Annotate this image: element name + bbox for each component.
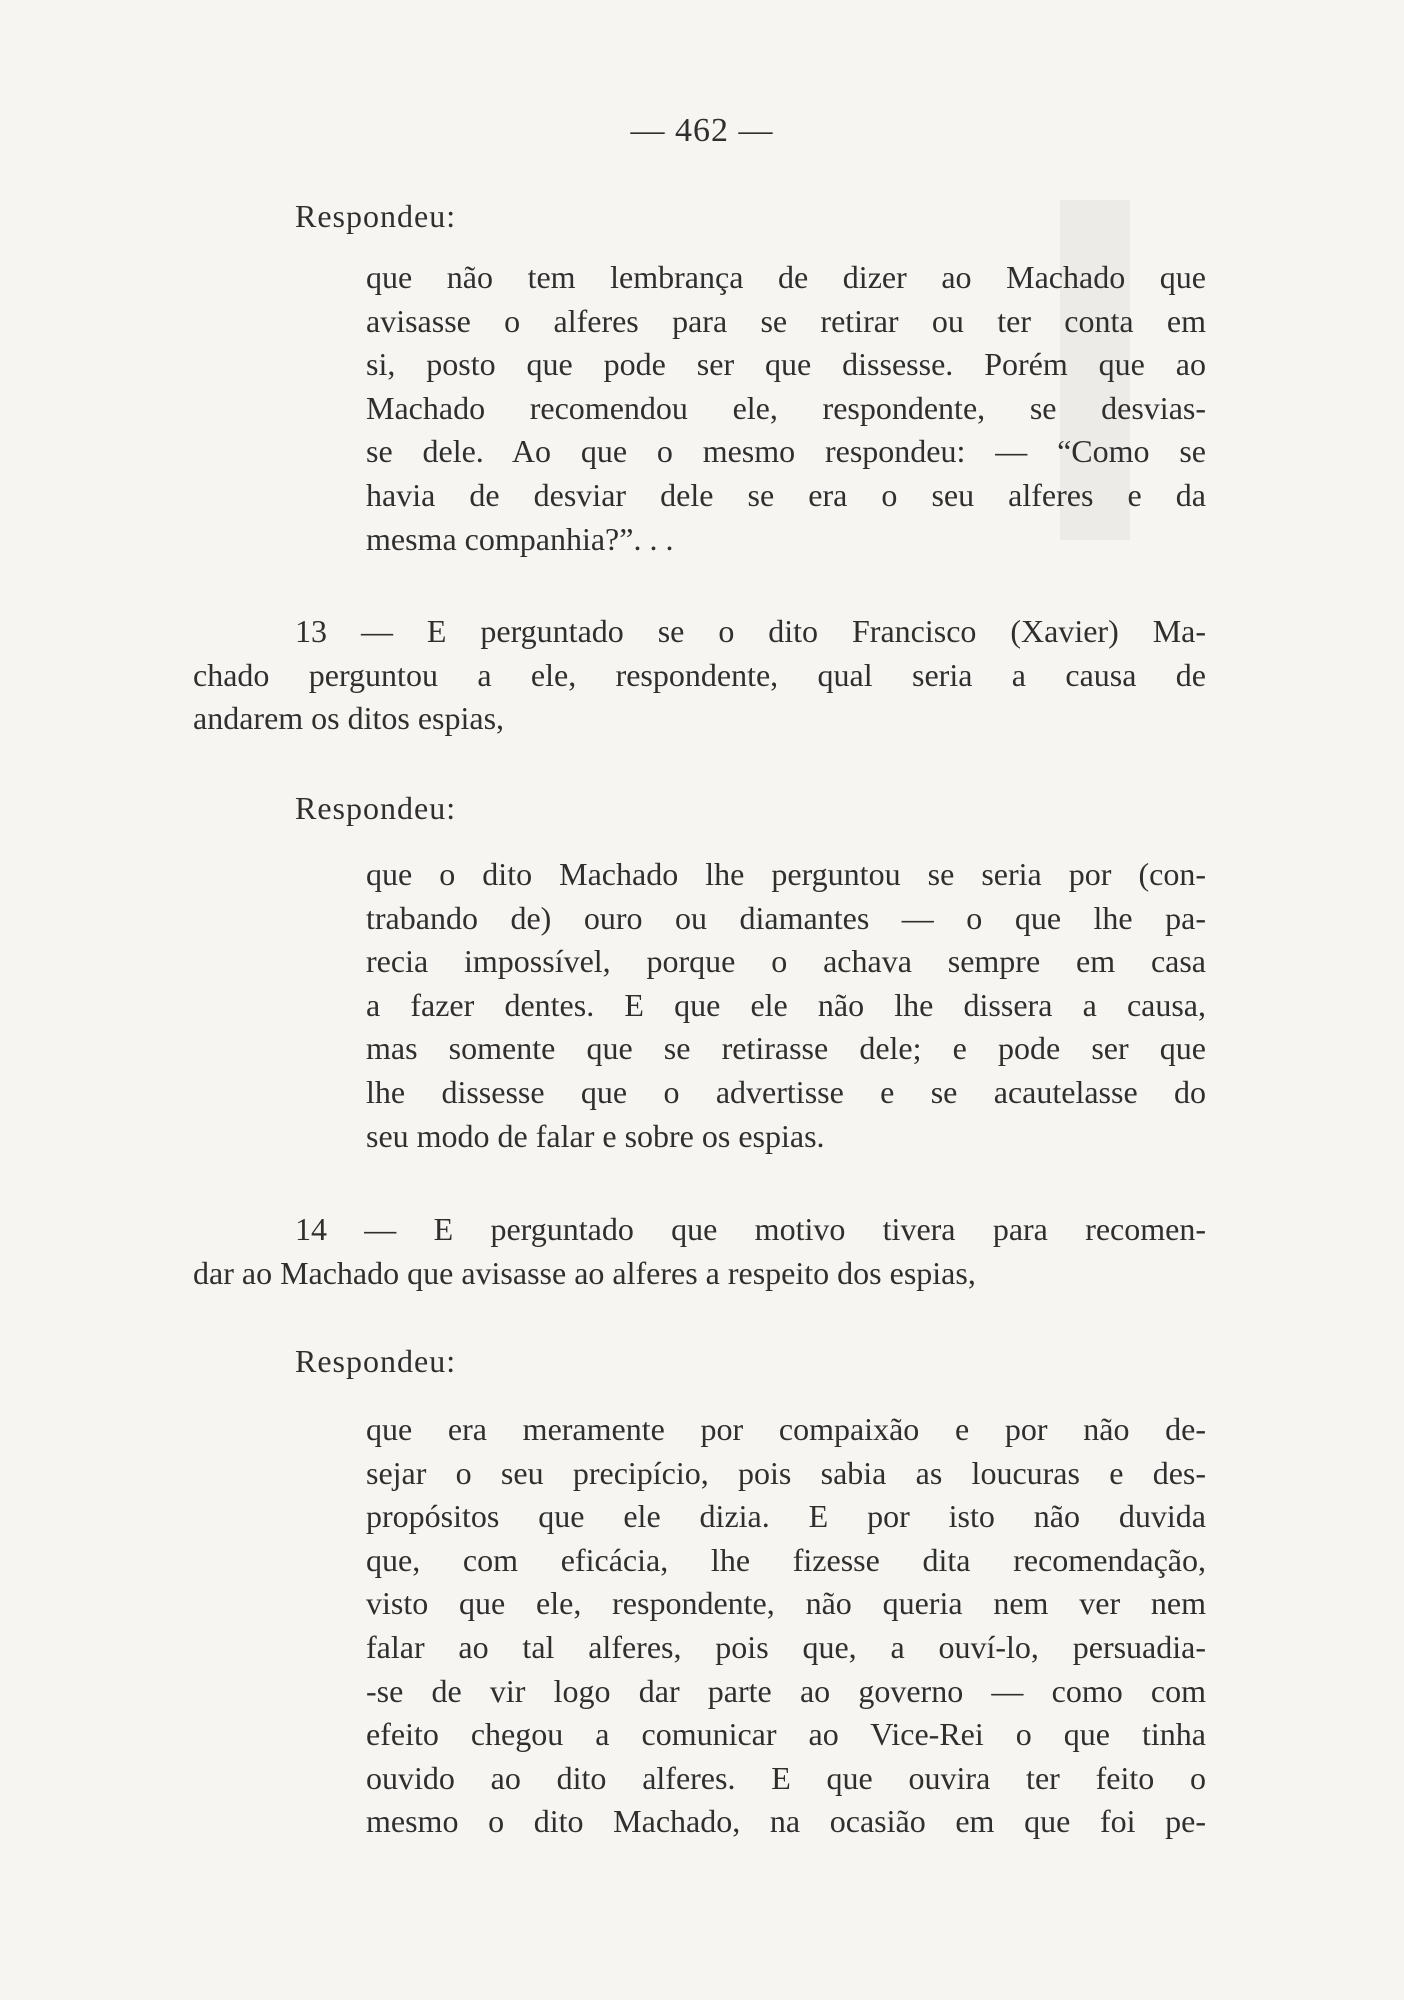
text-line: que era meramente por compaixão e por não de- xyxy=(366,1411,1206,1447)
text-line: a fazer dentes. E que ele não lhe dissera a causa, xyxy=(366,986,1206,1023)
text-line: ouvido ao dito alferes. E que ouvira ter feito o xyxy=(366,1759,1206,1796)
text-line: mesmo o dito Machado, na ocasião em que foi pe- xyxy=(366,1803,1206,1840)
text-line: visto que ele, respondente, não queria nem ver nem xyxy=(366,1585,1206,1622)
respondeu-label: Respondeu: xyxy=(295,790,457,826)
text-line: seu modo de falar e sobre os espias. xyxy=(366,1117,825,1154)
text-line: chado perguntou a ele, respondente, qual seria a causa de xyxy=(193,656,1206,693)
text-line: mesma companhia?”. . . xyxy=(366,520,674,557)
answer-paragraph xyxy=(366,1408,1206,1844)
answer-paragraph xyxy=(366,256,1206,561)
text-line: mas somente que se retirasse dele; e pode ser que xyxy=(366,1030,1206,1067)
text-line: 14 — E perguntado que motivo tivera para recomen- xyxy=(295,1211,1206,1247)
question-13-paragraph xyxy=(193,610,1206,741)
text-line: Machado recomendou ele, respondente, se desvias- xyxy=(366,389,1206,426)
text-line: si, posto que pode ser que dissesse. Porém que ao xyxy=(366,346,1206,383)
text-line: que não tem lembrança de dizer ao Machado que xyxy=(366,259,1206,295)
text-line: trabando de) ouro ou diamantes — o que lhe pa- xyxy=(366,899,1206,936)
text-line: 13 — E perguntado se o dito Francisco (Xavier) Ma- xyxy=(295,613,1206,649)
answer-paragraph xyxy=(366,853,1206,1158)
question-14-paragraph xyxy=(193,1208,1206,1295)
text-line: -se de vir logo dar parte ao governo — como com xyxy=(366,1672,1206,1709)
text-line: efeito chegou a comunicar ao Vice-Rei o que tinha xyxy=(366,1716,1206,1753)
text-line: se dele. Ao que o mesmo respondeu: — “Como se xyxy=(366,433,1206,470)
text-line: recia impossível, porque o achava sempre em casa xyxy=(366,943,1206,980)
text-line: havia de desviar dele se era o seu alferes e da xyxy=(366,476,1206,513)
page-number: — 462 — xyxy=(630,112,774,149)
text-line: avisasse o alferes para se retirar ou ter conta em xyxy=(366,302,1206,339)
respondeu-label: Respondeu: xyxy=(295,198,457,234)
text-line: lhe dissesse que o advertisse e se acautelasse do xyxy=(366,1073,1206,1110)
respondeu-label: Respondeu: xyxy=(295,1343,457,1379)
text-line: sejar o seu precipício, pois sabia as loucuras e des- xyxy=(366,1454,1206,1491)
text-line: que o dito Machado lhe perguntou se seria por (con- xyxy=(366,856,1206,892)
text-line: dar ao Machado que avisasse ao alferes a respeito dos espias, xyxy=(193,1254,976,1291)
text-line: falar ao tal alferes, pois que, a ouví-lo, persuadia- xyxy=(366,1628,1206,1665)
text-line: andarem os ditos espias, xyxy=(193,700,505,737)
text-line: que, com eficácia, lhe fizesse dita recomendação, xyxy=(366,1541,1206,1578)
text-line: propósitos que ele dizia. E por isto não duvida xyxy=(366,1498,1206,1535)
